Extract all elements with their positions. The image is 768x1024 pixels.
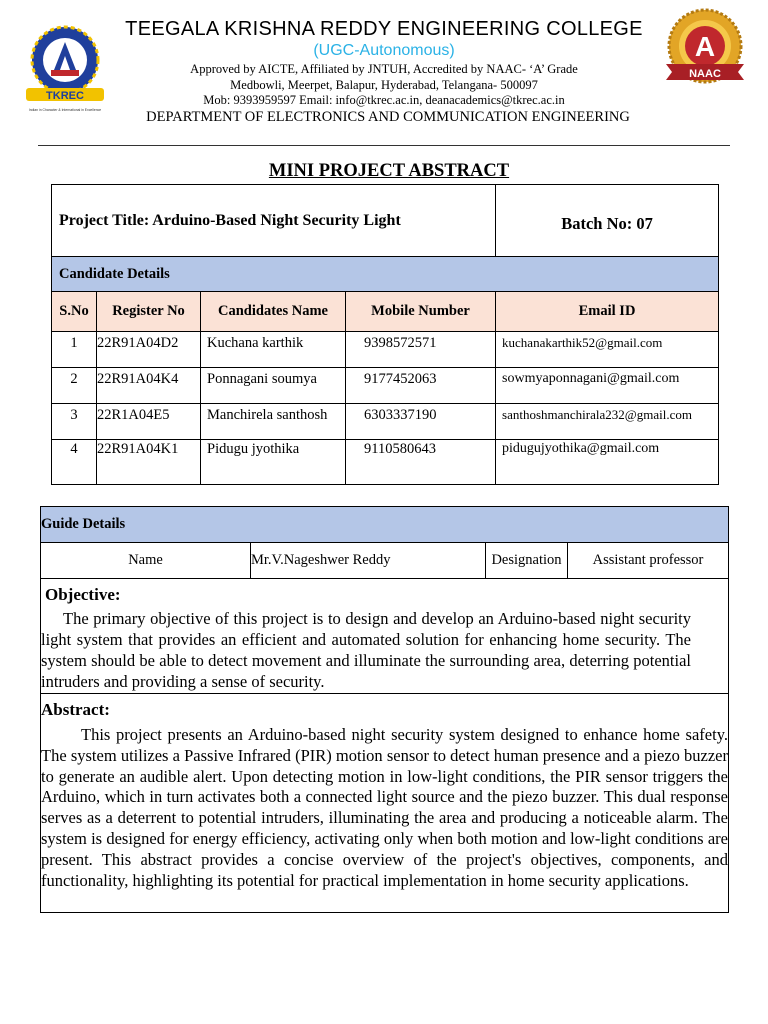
table-row: [52, 404, 719, 440]
objective-section: [41, 579, 729, 694]
cell-sno: 1: [52, 332, 97, 368]
abstract-section: [41, 694, 729, 913]
cell-sno: 2: [52, 368, 97, 404]
table-row: [52, 332, 719, 368]
guide-designation-label: Designation: [486, 543, 568, 579]
cell-register-no: 22R1A04E5: [97, 404, 201, 440]
document-title: MINI PROJECT ABSTRACT: [268, 161, 510, 181]
cell-mobile: 9177452063: [346, 368, 496, 404]
cell-name: Pidugu jyothika: [201, 440, 346, 485]
naac-grade: A: [694, 31, 716, 62]
project-title: Project Title: Arduino-Based Night Security Light: [52, 185, 496, 257]
cell-mobile: 9110580643: [346, 440, 496, 485]
cell-name: Ponnagani soumya: [201, 368, 346, 404]
guide-designation-value: Assistant professor: [568, 543, 729, 579]
header-divider: [38, 145, 730, 146]
cell-register-no: 22R91A04D2: [97, 332, 201, 368]
cell-email: kuchanakarthik52@gmail.com: [496, 332, 719, 368]
college-name: TEEGALA KRISHNA REDDY ENGINEERING COLLEGE: [125, 18, 643, 40]
college-logo: [18, 22, 112, 114]
column-header-email: Email ID: [496, 292, 719, 332]
department-name: DEPARTMENT OF ELECTRONICS AND COMMUNICATION ENGINEERING: [146, 109, 630, 125]
cell-name: Kuchana karthik: [201, 332, 346, 368]
cell-email: pidugujyothika@gmail.com: [496, 440, 719, 485]
guide-table: [40, 506, 729, 913]
cell-email: sowmyaponnagani@gmail.com: [496, 368, 719, 404]
cell-name: Manchirela santhosh: [201, 404, 346, 440]
contact-line: Mob: 9393959597 Email: info@tkrec.ac.in, deanacademics@tkrec.ac.in: [203, 93, 565, 107]
batch-number: Batch No: 07: [496, 185, 719, 257]
logo-caption: Indian in Character & International in Excellence: [28, 108, 102, 112]
cell-register-no: 22R91A04K1: [97, 440, 201, 485]
guide-name-label: Name: [41, 543, 251, 579]
abstract-heading: Abstract:: [41, 700, 110, 719]
cell-mobile: 9398572571: [346, 332, 496, 368]
address-line: Medbowli, Meerpet, Balapur, Hyderabad, Telangana- 500097: [230, 78, 538, 92]
cell-register-no: 22R91A04K4: [97, 368, 201, 404]
cell-email: santhoshmanchirala232@gmail.com: [496, 404, 719, 440]
column-header-sno: S.No: [52, 292, 97, 332]
table-row: [52, 368, 719, 404]
column-header-name: Candidates Name: [201, 292, 346, 332]
logo-abbr: TKREC: [46, 90, 84, 102]
autonomous-status: (UGC-Autonomous): [313, 42, 455, 59]
cell-sno: 4: [52, 440, 97, 485]
approval-line: Approved by AICTE, Affiliated by JNTUH, Accredited by NAAC- ‘A’ Grade: [190, 62, 578, 76]
guide-details-heading: Guide Details: [41, 507, 729, 543]
naac-ribbon-text: NAAC: [689, 68, 721, 80]
table-row: [52, 440, 719, 485]
objective-heading: Objective:: [45, 585, 121, 604]
cell-mobile: 6303337190: [346, 404, 496, 440]
naac-logo: [660, 6, 750, 96]
candidate-details-heading: Candidate Details: [52, 257, 719, 292]
cell-sno: 3: [52, 404, 97, 440]
column-header-mobile: Mobile Number: [346, 292, 496, 332]
column-header-register-no: Register No: [97, 292, 201, 332]
project-table: [51, 184, 719, 485]
guide-name-value: Mr.V.Nageshwer Reddy: [251, 543, 486, 579]
objective-text: The primary objective of this project is to design and develop an Arduino-based night security light system that provides an efficient and automated solution for enhancing home security. The system should be able to detect movement and illuminate the surrounding area, deterring potential intruders and providing a sense of security.: [41, 609, 691, 691]
abstract-text: This project presents an Arduino-based night security system designed to enhance home safety. The system utilizes a Passive Infrared (PIR) motion sensor to detect human presence and a piezo buzzer to generate an audible alert. Upon detecting motion in low-light conditions, the PIR sensor triggers the Arduino, which in turn activates both a connected light source and the piezo buzzer. This dual response serves as a deterrent to potential intruders, illuminating the area and producing a noticeable alarm. The system is designed for energy efficiency, activating only when both motion and low-light conditions are present. This abstract provides a concise overview of the project's objectives, components, and functionality, highlighting its potential for practical implementation in home security applications.: [41, 725, 728, 890]
